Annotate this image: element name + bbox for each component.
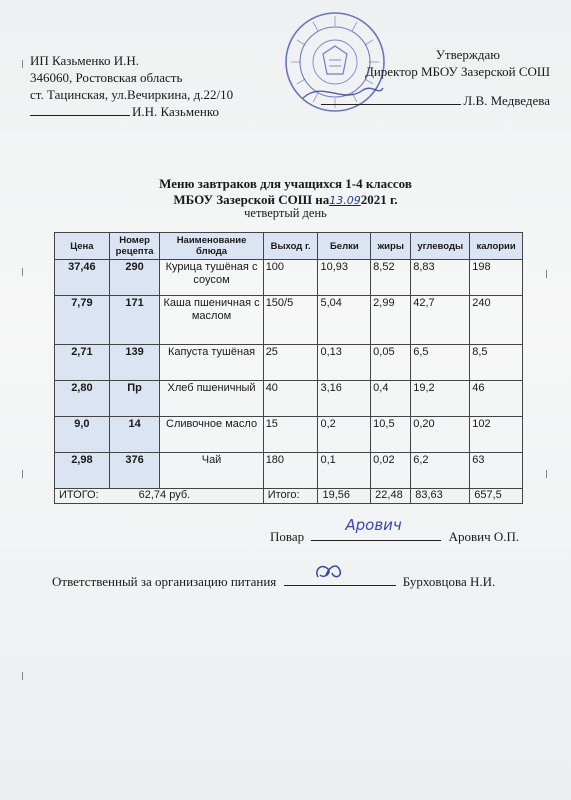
supplier-address: ст. Тацинская, ул.Вечиркина, д.22/10 xyxy=(30,87,234,102)
carbs-cell: 0,20 xyxy=(411,417,470,453)
responsible-name: Бурховцова Н.И. xyxy=(402,574,496,589)
kcal-cell: 46 xyxy=(470,381,523,417)
signature-line xyxy=(30,104,130,116)
col-header: Номер рецепта xyxy=(109,233,160,260)
carbs-cell: 6,2 xyxy=(411,453,470,489)
scan-mark xyxy=(22,60,23,68)
table-header-row xyxy=(55,233,523,260)
scan-mark xyxy=(22,470,23,478)
fat-cell: 0,4 xyxy=(371,381,411,417)
fat-cell: 2,99 xyxy=(371,296,411,345)
price-cell: 2,98 xyxy=(55,453,110,489)
yield-cell: 100 xyxy=(263,260,318,296)
supplier-postcode: 346060, Ростовская область xyxy=(30,70,183,85)
table-row xyxy=(55,453,523,489)
table-row xyxy=(55,260,523,296)
recipe-cell: Пр xyxy=(109,381,160,417)
signature-line xyxy=(311,516,441,541)
protein-cell: 3,16 xyxy=(318,381,371,417)
yield-cell: 25 xyxy=(263,345,318,381)
yield-cell: 40 xyxy=(263,381,318,417)
carbs-cell: 19,2 xyxy=(411,381,470,417)
recipe-cell: 290 xyxy=(109,260,160,296)
kcal-cell: 63 xyxy=(470,453,523,489)
dish-cell: Чай xyxy=(160,453,263,489)
approver-position: Директор МБОУ Зазерской СОШ xyxy=(364,64,550,79)
recipe-cell: 139 xyxy=(109,345,160,381)
scan-mark xyxy=(546,270,547,278)
price-cell: 2,80 xyxy=(55,381,110,417)
fat-cell: 10,5 xyxy=(371,417,411,453)
protein-cell: 5,04 xyxy=(318,296,371,345)
col-header: Цена xyxy=(55,233,110,260)
title-year: 2021 г. xyxy=(360,192,398,207)
col-header: Белки xyxy=(318,233,371,260)
document-title xyxy=(0,176,571,209)
cook-name: Арович О.П. xyxy=(448,529,520,544)
menu-day: четвертый день xyxy=(244,206,327,220)
dish-cell: Каша пшеничная с маслом xyxy=(160,296,263,345)
supplier-signature-name: И.Н. Казьменко xyxy=(132,104,219,119)
table-row xyxy=(55,296,523,345)
responsible-label: Ответственный за организацию питания xyxy=(52,574,277,589)
recipe-cell: 14 xyxy=(109,417,160,453)
supplier-name: ИП Казьменко И.Н. xyxy=(30,53,139,68)
protein-cell: 10,93 xyxy=(318,260,371,296)
col-header: углеводы xyxy=(411,233,470,260)
total-protein: 19,56 xyxy=(318,489,371,504)
signature-line xyxy=(284,573,396,586)
kcal-cell: 240 xyxy=(470,296,523,345)
approver-signature-name: Л.В. Медведева xyxy=(463,93,550,108)
price-cell: 37,46 xyxy=(55,260,110,296)
total-label-2: Итого: xyxy=(263,489,318,504)
title-school: МБОУ Зазерской СОШ на xyxy=(173,192,330,207)
protein-cell: 0,2 xyxy=(318,417,371,453)
signature-line xyxy=(321,93,461,105)
price-cell: 2,71 xyxy=(55,345,110,381)
kcal-cell: 198 xyxy=(470,260,523,296)
total-carbs: 83,63 xyxy=(411,489,470,504)
price-cell: 7,79 xyxy=(55,296,110,345)
col-header: Наименование блюда xyxy=(160,233,263,260)
scan-mark xyxy=(546,470,547,478)
total-label: ИТОГО: xyxy=(59,489,99,501)
carbs-cell: 6,5 xyxy=(411,345,470,381)
table-row xyxy=(55,381,523,417)
dish-cell: Сливочное масло xyxy=(160,417,263,453)
yield-cell: 15 xyxy=(263,417,318,453)
protein-cell: 0,1 xyxy=(318,453,371,489)
dish-cell: Хлеб пшеничный xyxy=(160,381,263,417)
scan-mark xyxy=(22,672,23,680)
dish-cell: Курица тушёная с соусом xyxy=(160,260,263,296)
price-cell: 9,0 xyxy=(55,417,110,453)
responsible-handwritten-signature xyxy=(312,561,346,583)
dish-cell: Капуста тушёная xyxy=(160,345,263,381)
yield-cell: 150/5 xyxy=(263,296,318,345)
table-row xyxy=(55,345,523,381)
handwritten-date: 13.09 xyxy=(329,194,361,207)
col-header: Выход г. xyxy=(263,233,318,260)
col-header: калории xyxy=(470,233,523,260)
scan-mark xyxy=(22,268,23,276)
protein-cell: 0,13 xyxy=(318,345,371,381)
total-sum-cell xyxy=(55,489,264,504)
menu-table xyxy=(54,232,523,504)
supplier-signature-row xyxy=(30,103,233,120)
approval-block xyxy=(300,46,550,109)
title-line-1: Меню завтраков для учащихся 1-4 классов xyxy=(159,176,412,191)
col-header: жиры xyxy=(371,233,411,260)
recipe-cell: 376 xyxy=(109,453,160,489)
cook-label: Повар xyxy=(270,529,305,544)
kcal-cell: 8,5 xyxy=(470,345,523,381)
total-kcal: 657,5 xyxy=(470,489,523,504)
approver-signature-row xyxy=(300,92,550,109)
total-sum: 62,74 руб. xyxy=(138,489,191,501)
fat-cell: 0,02 xyxy=(371,453,411,489)
approve-label: Утверждаю xyxy=(435,47,500,62)
cook-handwritten-signature: Арович xyxy=(345,516,402,534)
table-row xyxy=(55,417,523,453)
carbs-cell: 42,7 xyxy=(411,296,470,345)
total-row xyxy=(55,489,523,504)
yield-cell: 180 xyxy=(263,453,318,489)
fat-cell: 0,05 xyxy=(371,345,411,381)
total-fat: 22,48 xyxy=(371,489,411,504)
recipe-cell: 171 xyxy=(109,296,160,345)
supplier-block xyxy=(30,52,233,120)
fat-cell: 8,52 xyxy=(371,260,411,296)
carbs-cell: 8,83 xyxy=(411,260,470,296)
kcal-cell: 102 xyxy=(470,417,523,453)
cook-signature-row xyxy=(270,516,520,545)
responsible-signature-row xyxy=(52,573,495,590)
